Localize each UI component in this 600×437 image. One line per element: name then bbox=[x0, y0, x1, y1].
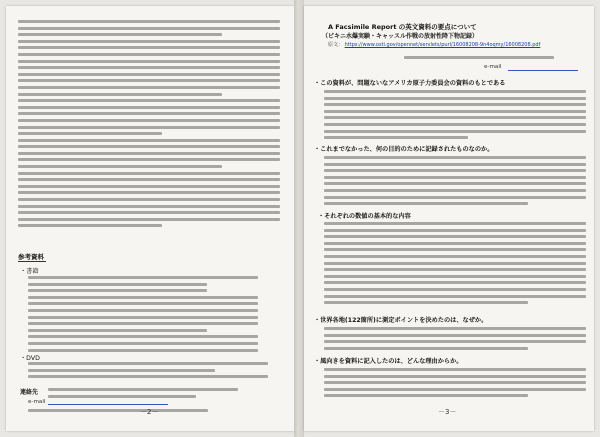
left-paragraph-1 bbox=[18, 20, 280, 231]
contact-details bbox=[48, 388, 238, 401]
contact-heading: 連絡先 bbox=[20, 389, 39, 396]
original-url-link[interactable]: https://www.osti.gov/opennet/servlets/purl/16008208-9n4oqmy/16008208.pdf bbox=[344, 42, 541, 48]
left-page bbox=[6, 6, 294, 431]
bullet-4-heading: ・世界各地(122箇所)に測定ポイントを決めたのは、なぜか。 bbox=[314, 317, 488, 324]
contact-email-label: e-mail bbox=[28, 399, 46, 405]
bullet-dvd: ・DVD bbox=[20, 355, 40, 362]
page-number-left: －2－ bbox=[140, 408, 159, 416]
section-title-references: 参考資料 bbox=[18, 253, 44, 261]
bullet-1-body bbox=[324, 90, 586, 143]
page-number-right: －3－ bbox=[438, 408, 457, 416]
bullet-3-heading: ・それぞれの数値の基本的な内容 bbox=[318, 213, 411, 220]
dvd-list bbox=[28, 362, 268, 382]
books-list bbox=[28, 276, 258, 355]
contact-address bbox=[28, 409, 208, 416]
bullet-2-body bbox=[324, 156, 586, 209]
right-page bbox=[304, 6, 594, 431]
translator-email-label: e-mail bbox=[484, 64, 502, 70]
bullet-4-body bbox=[324, 327, 586, 353]
original-url-label: 原文： https://www.osti.gov/opennet/servlets/purl/16008208-9n4oqmy/16008208.pdf bbox=[328, 42, 541, 48]
binding-gutter bbox=[294, 0, 304, 437]
bullet-3-body bbox=[324, 222, 586, 308]
bullet-5-heading: ・風向きを資料に記入したのは、どんな理由からか。 bbox=[314, 358, 463, 365]
bullet-1-heading: ・この資料が、問題ないなアメリカ原子力委員会の資料のもとである bbox=[314, 80, 506, 87]
bullet-books: ・書籍 bbox=[20, 268, 39, 275]
report-title: A Facsimile Report の英文資料の要点について bbox=[328, 23, 477, 31]
report-subtitle: （ビキニ水爆実験・キャッスル作戦の放射性降下物記録） bbox=[322, 33, 479, 40]
bullet-5-body bbox=[324, 368, 586, 401]
bullet-2-heading: ・これまでなかった、何の目的のために記録されたものなのか。 bbox=[314, 146, 494, 153]
translator-credit bbox=[404, 56, 554, 63]
